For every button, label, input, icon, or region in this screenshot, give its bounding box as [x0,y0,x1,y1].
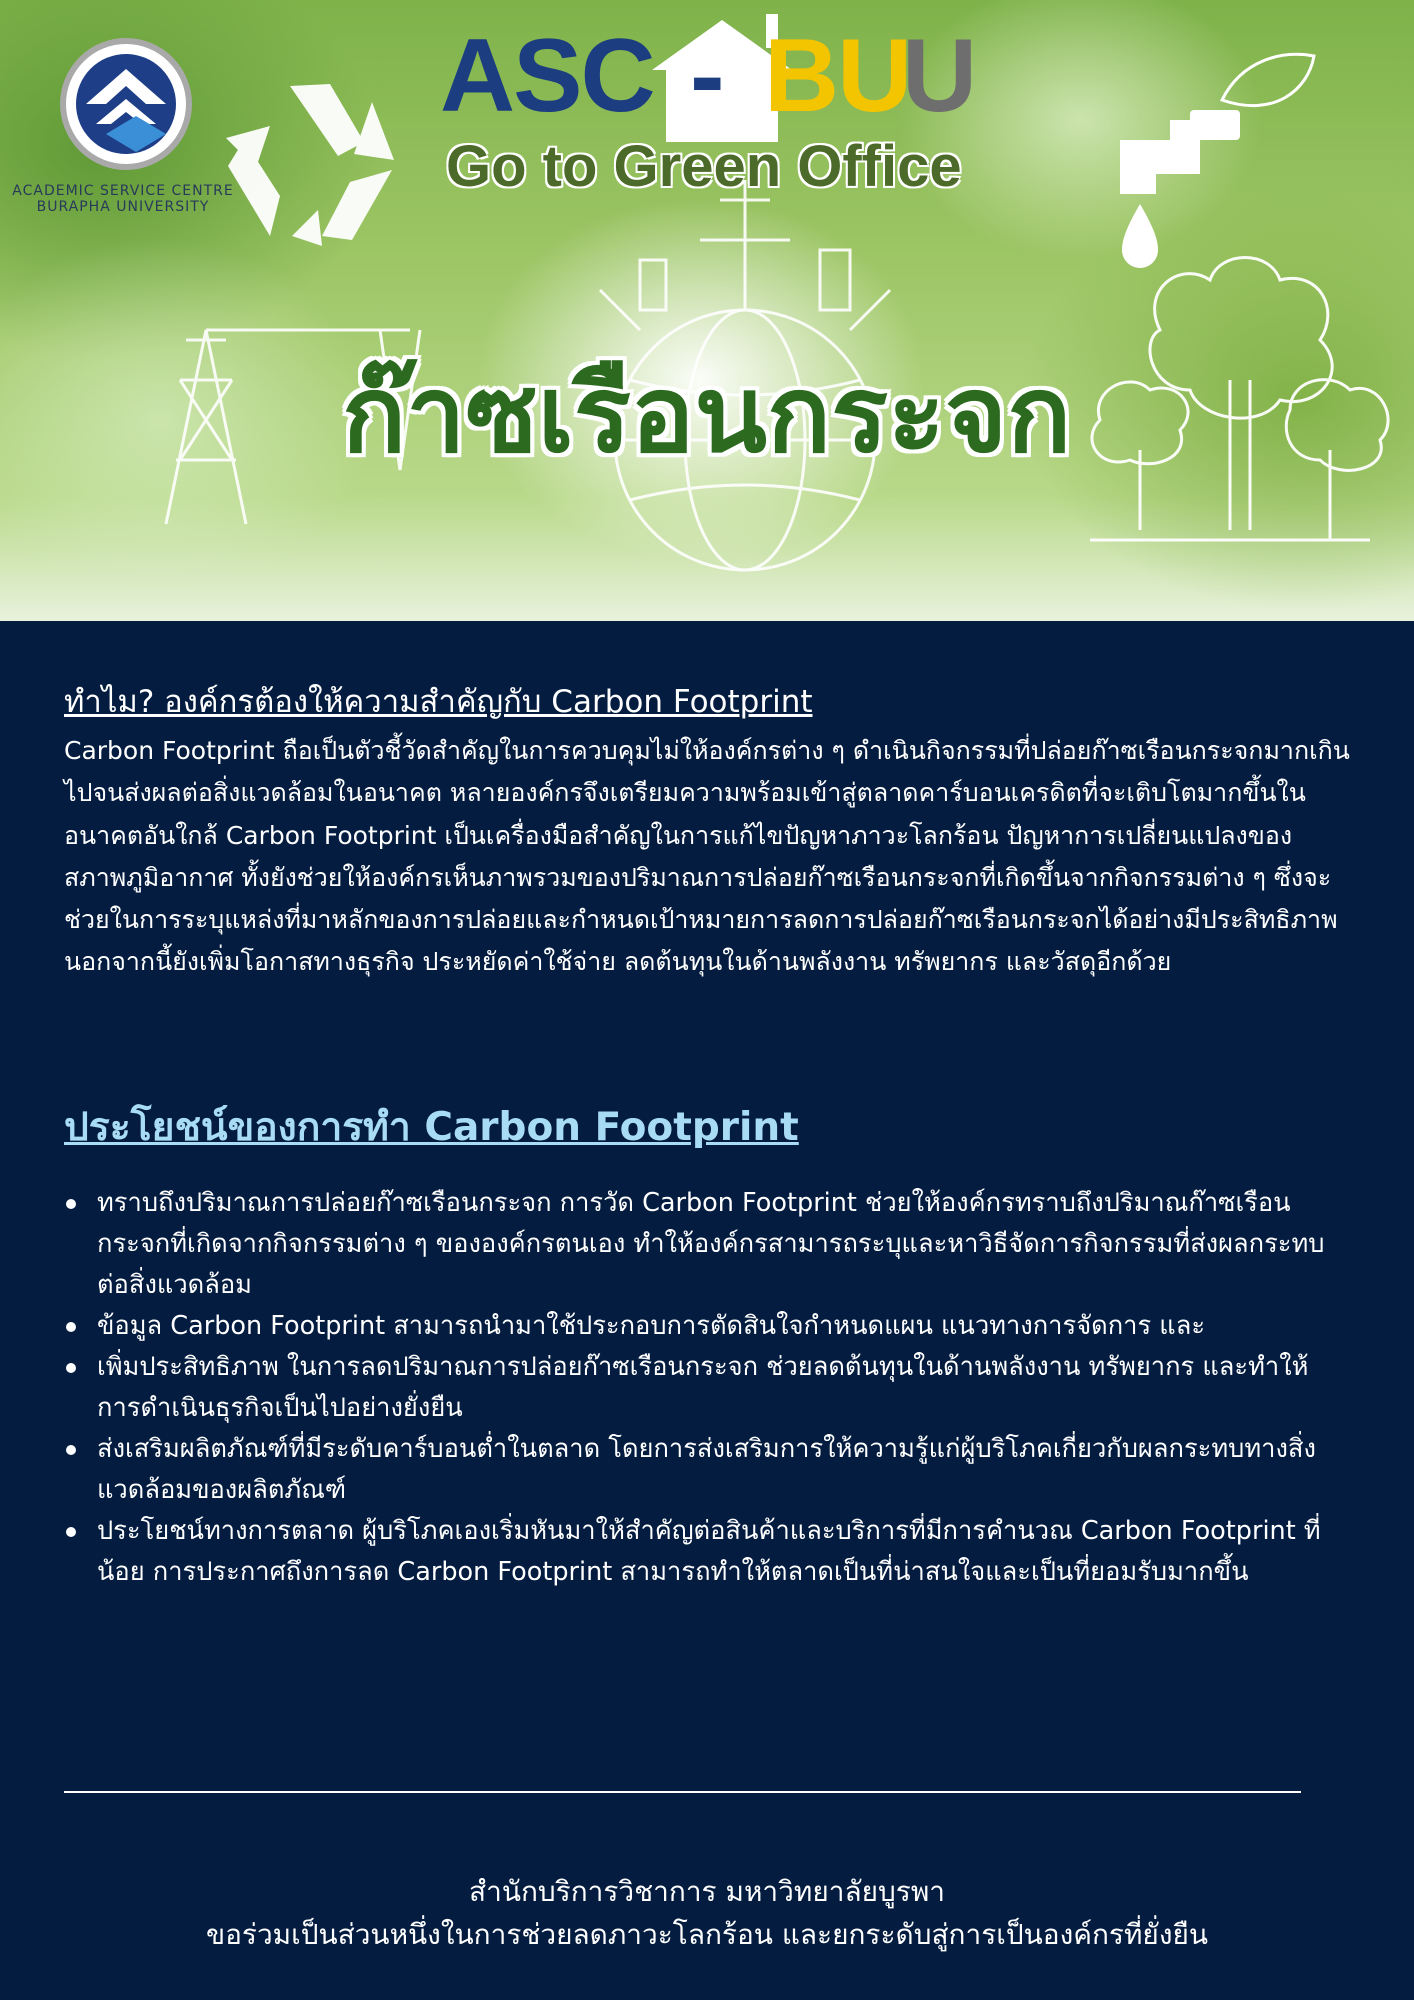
recycle-icon [226,84,394,246]
brand-asc: ASC [440,18,654,134]
banner-title: ก๊าซเรือนกระจก [342,353,1072,476]
list-item: เพิ่มประสิทธิภาพ ในการลดปริมาณการปล่อยก๊าซเรือนกระจก ช่วยลดต้นทุนในด้านพลังงาน ทรัพยากร และทำให้การดำเนินธุรกิจเป็นไปอย่างยั่งยืน [64,1347,1334,1429]
why-heading: ทำไม? องค์กรต้องให้ความสำคัญกับ Carbon Footprint [64,684,813,720]
footer-line2: ขอร่วมเป็นส่วนหนึ่งในการช่วยลดภาวะโลกร้อน และยกระดับสู่การเป็นองค์กรที่ยั่งยืน [205,1918,1209,1951]
brand-u: U [902,18,978,134]
why-section [64,680,1354,984]
asc-logo [60,38,192,170]
faucet-icon [1120,54,1314,268]
benefit-list [64,1183,1334,1593]
footer-divider [64,1791,1301,1793]
logo-caption-line1: ACADEMIC SERVICE CENTRE [12,183,234,199]
brand-tagline: Go to Green Office [446,134,962,199]
brand-dash: - [690,18,725,134]
footer [0,1870,1414,1956]
list-item: ส่งเสริมผลิตภัณฑ์ที่มีระดับคาร์บอนต่ำในตลาด โดยการส่งเสริมการให้ความรู้แก่ผู้บริโภคเกี่ยวกับผลกระทบทางสิ่งแวดล้อมของผลิตภัณฑ์ [64,1429,1334,1511]
why-paragraph: Carbon Footprint ถือเป็นตัวชี้วัดสำคัญในการควบคุมไม่ให้องค์กรต่าง ๆ ดำเนินกิจกรรมที่ปล่อยก๊าซเรือนกระจกมากเกินไปจนส่งผลต่อสิ่งแวดล้อมในอนาคต หลายองค์กรจึงเตรียมความพร้อมเข้าสู่ตลาดคาร์บอนเครดิตที่จะเติบโตมากขึ้นในอนาคตอันใกล้ Carbon Footprint เป็นเครื่องมือสำคัญในการแก้ไขปัญหาภาวะโลกร้อน ปัญหาการเปลี่ยนแปลงของสภาพภูมิอากาศ ทั้งยังช่วยให้องค์กรเห็นภาพรวมของปริมาณการปล่อยก๊าซเรือนกระจกที่เกิดขึ้นจากกิจกรรมต่าง ๆ ซึ่งจะช่วยในการระบุแหล่งที่มาหลักของการปล่อยและกำหนดเป้าหมายการลดการปล่อยก๊าซเรือนกระจกได้อย่างมีประสิทธิภาพ นอกจากนี้ยังเพิ่มโอกาสทางธุรกิจ ประหยัดค่าใช้จ่าย ลดต้นทุนในด้านพลังงาน ทรัพยากร และวัสดุอีกด้วย [64,736,1350,977]
logo-caption [8,183,238,215]
trees-sketch [1090,258,1388,541]
footer-line1: สำนักบริการวิชาการ มหาวิทยาลัยบูรพา [469,1875,945,1908]
brand-bu: BU [764,18,911,134]
list-item: ทราบถึงปริมาณการปล่อยก๊าซเรือนกระจก การวัด Carbon Footprint ช่วยให้องค์กรทราบถึงปริมาณก๊าซเรือนกระจกที่เกิดจากกิจกรรมต่าง ๆ ขององค์กรตนเอง ทำให้องค์กรสามารถระบุและหาวิธีจัดการกิจกรรมที่ส่งผลกระทบต่อสิ่งแวดล้อม [64,1183,1334,1306]
logo-caption-line2: BURAPHA UNIVERSITY [36,199,210,215]
list-item: ข้อมูล Carbon Footprint สามารถนำมาใช้ประกอบการตัดสินใจกำหนดแผน แนวทางการจัดการ และ [64,1306,1334,1347]
list-item: ประโยชน์ทางการตลาด ผู้บริโภคเองเริ่มหันมาให้สำคัญต่อสินค้าและบริการที่มีการคำนวณ Carbon Footprint ที่น้อย การประกาศถึงการลด Carbon Footprint สามารถทำให้ตลาดเป็นที่น่าสนใจและเป็นที่ยอมรับมากขึ้น [64,1511,1334,1593]
header-banner [0,0,1414,621]
benefit-heading: ประโยชน์ของการทำ Carbon Footprint [64,1105,799,1150]
logo-emblem [76,54,176,154]
